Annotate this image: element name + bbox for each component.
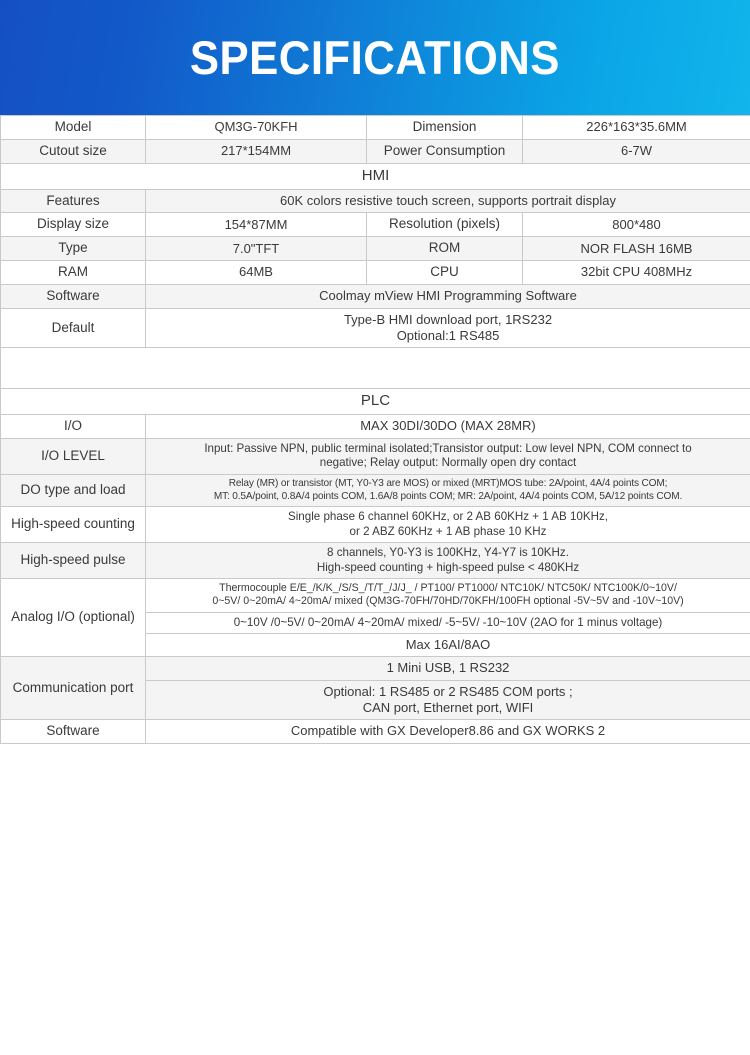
hs-pulse-line-2: High-speed counting + high-speed pulse < 480KHz xyxy=(316,560,580,574)
table-row xyxy=(1,657,750,680)
table-row xyxy=(1,439,750,475)
table-row xyxy=(1,720,750,744)
row-label-io-level: I/O LEVEL xyxy=(1,439,146,475)
io-level-line-1: Input: Passive NPN, public terminal isolated;Transistor output: Low level NPN, COM connect to xyxy=(204,442,692,455)
value-analog-io-output: 0~10V /0~5V/ 0~20mA/ 4~20mA/ mixed/ -5~5V/ -10~10V (2AO for 1 minus voltage) xyxy=(146,612,750,633)
default-line-2: Optional:1 RS485 xyxy=(396,328,500,344)
row-label-high-speed-counting: High-speed counting xyxy=(1,507,146,543)
row-label-analog-io xyxy=(1,579,146,657)
value-communication-default: 1 Mini USB, 1 RS232 xyxy=(146,657,750,680)
row-label-model: Model xyxy=(1,116,146,140)
spacer-row xyxy=(1,348,750,389)
value-cpu: 32bit CPU 408MHz xyxy=(523,261,750,285)
do-type-line-2: MT: 0.5A/point, 0.8A/4 points COM, 1.6A/8 points COM; MR: 2A/point, 4A/4 points COM, 5A/12 points COM. xyxy=(213,490,683,502)
value-io: MAX 30DI/30DO (MAX 28MR) xyxy=(146,415,750,439)
row-label-plc-software: Software xyxy=(1,720,146,744)
specifications-table xyxy=(0,115,750,744)
analog-line-1b: 0~5V/ 0~20mA/ 4~20mA/ mixed (QM3G-70FH/70HD/70KFH/100FH optional -5V~5V and -10V~10V) xyxy=(212,595,684,608)
table-row xyxy=(1,139,750,163)
table-row xyxy=(1,507,750,543)
value-dimension: 226*163*35.6MM xyxy=(523,116,750,140)
value-io-level xyxy=(146,439,750,475)
value-type: 7.0"TFT xyxy=(146,237,367,261)
value-high-speed-pulse xyxy=(146,543,750,579)
analog-io-label-text: Analog I/O (optional) xyxy=(11,609,135,625)
spacer-cell xyxy=(1,348,750,389)
row-label-high-speed-pulse: High-speed pulse xyxy=(1,543,146,579)
analog-line-1a: Thermocouple E/E_/K/K_/S/S_/T/T_/J/J_ / PT100/ PT1000/ NTC10K/ NTC50K/ NTC100K/0~10V/ xyxy=(219,582,677,595)
section-header-row xyxy=(1,389,750,415)
row-label-do-type-and-load: DO type and load xyxy=(1,474,146,506)
table-row xyxy=(1,189,750,213)
table-row xyxy=(1,261,750,285)
value-analog-io-ranges xyxy=(146,579,750,612)
row-label-ram: RAM xyxy=(1,261,146,285)
row-label-rom: ROM xyxy=(367,237,523,261)
hs-counting-line-2: or 2 ABZ 60KHz + 1 AB phase 10 KHz xyxy=(349,524,547,538)
comm-optional-line-1: Optional: 1 RS485 or 2 RS485 COM ports ; xyxy=(323,683,573,699)
row-label-cpu: CPU xyxy=(367,261,523,285)
row-label-hmi-software: Software xyxy=(1,285,146,309)
communication-port-label-text: Communication port xyxy=(12,679,134,695)
value-hmi-software: Coolmay mView HMI Programming Software xyxy=(146,285,750,309)
page-title: SPECIFICATIONS xyxy=(190,31,560,84)
row-label-default: Default xyxy=(1,308,146,348)
table-row xyxy=(1,285,750,309)
section-title-plc: PLC xyxy=(1,389,750,415)
table-row xyxy=(1,415,750,439)
table-row xyxy=(1,474,750,506)
specifications-banner xyxy=(0,0,750,115)
value-default xyxy=(146,308,750,348)
value-do-type-and-load xyxy=(146,474,750,506)
hs-pulse-line-1: 8 channels, Y0-Y3 is 100KHz, Y4-Y7 is 10KHz. xyxy=(327,546,569,560)
row-label-dimension: Dimension xyxy=(367,116,523,140)
row-label-resolution: Resolution (pixels) xyxy=(367,213,523,237)
section-title-hmi: HMI xyxy=(1,163,750,189)
default-line-1: Type-B HMI download port, 1RS232 xyxy=(343,311,553,327)
value-cutout-size: 217*154MM xyxy=(146,139,367,163)
section-header-row xyxy=(1,163,750,189)
table-row xyxy=(1,237,750,261)
row-label-io: I/O xyxy=(1,415,146,439)
table-row xyxy=(1,116,750,140)
row-label-type: Type xyxy=(1,237,146,261)
row-label-cutout-size: Cutout size xyxy=(1,139,146,163)
value-power-consumption: 6-7W xyxy=(523,139,750,163)
value-communication-optional xyxy=(146,680,750,720)
row-label-features: Features xyxy=(1,189,146,213)
value-resolution: 800*480 xyxy=(523,213,750,237)
value-ram: 64MB xyxy=(146,261,367,285)
hs-counting-line-1: Single phase 6 channel 60KHz, or 2 AB 60KHz + 1 AB 10KHz, xyxy=(288,510,608,524)
value-rom: NOR FLASH 16MB xyxy=(523,237,750,261)
comm-optional-line-2: CAN port, Ethernet port, WIFI xyxy=(362,699,534,715)
row-label-display-size: Display size xyxy=(1,213,146,237)
io-level-line-2: negative; Relay output: Normally open dry contact xyxy=(319,456,577,470)
row-label-communication-port xyxy=(1,657,146,720)
table-row xyxy=(1,213,750,237)
value-analog-io-max: Max 16AI/8AO xyxy=(146,634,750,657)
do-type-line-1: Relay (MR) or transistor (MT, Y0-Y3 are MOS) or mixed (MRT)MOS tube: 2A/point, 4A/4 points COM; xyxy=(228,477,668,489)
table-row xyxy=(1,308,750,348)
value-model: QM3G-70KFH xyxy=(146,116,367,140)
value-features: 60K colors resistive touch screen, supports portrait display xyxy=(146,189,750,213)
value-plc-software: Compatible with GX Developer8.86 and GX WORKS 2 xyxy=(146,720,750,744)
row-label-power-consumption: Power Consumption xyxy=(367,139,523,163)
value-display-size: 154*87MM xyxy=(146,213,367,237)
table-row xyxy=(1,543,750,579)
value-high-speed-counting xyxy=(146,507,750,543)
table-row xyxy=(1,579,750,612)
